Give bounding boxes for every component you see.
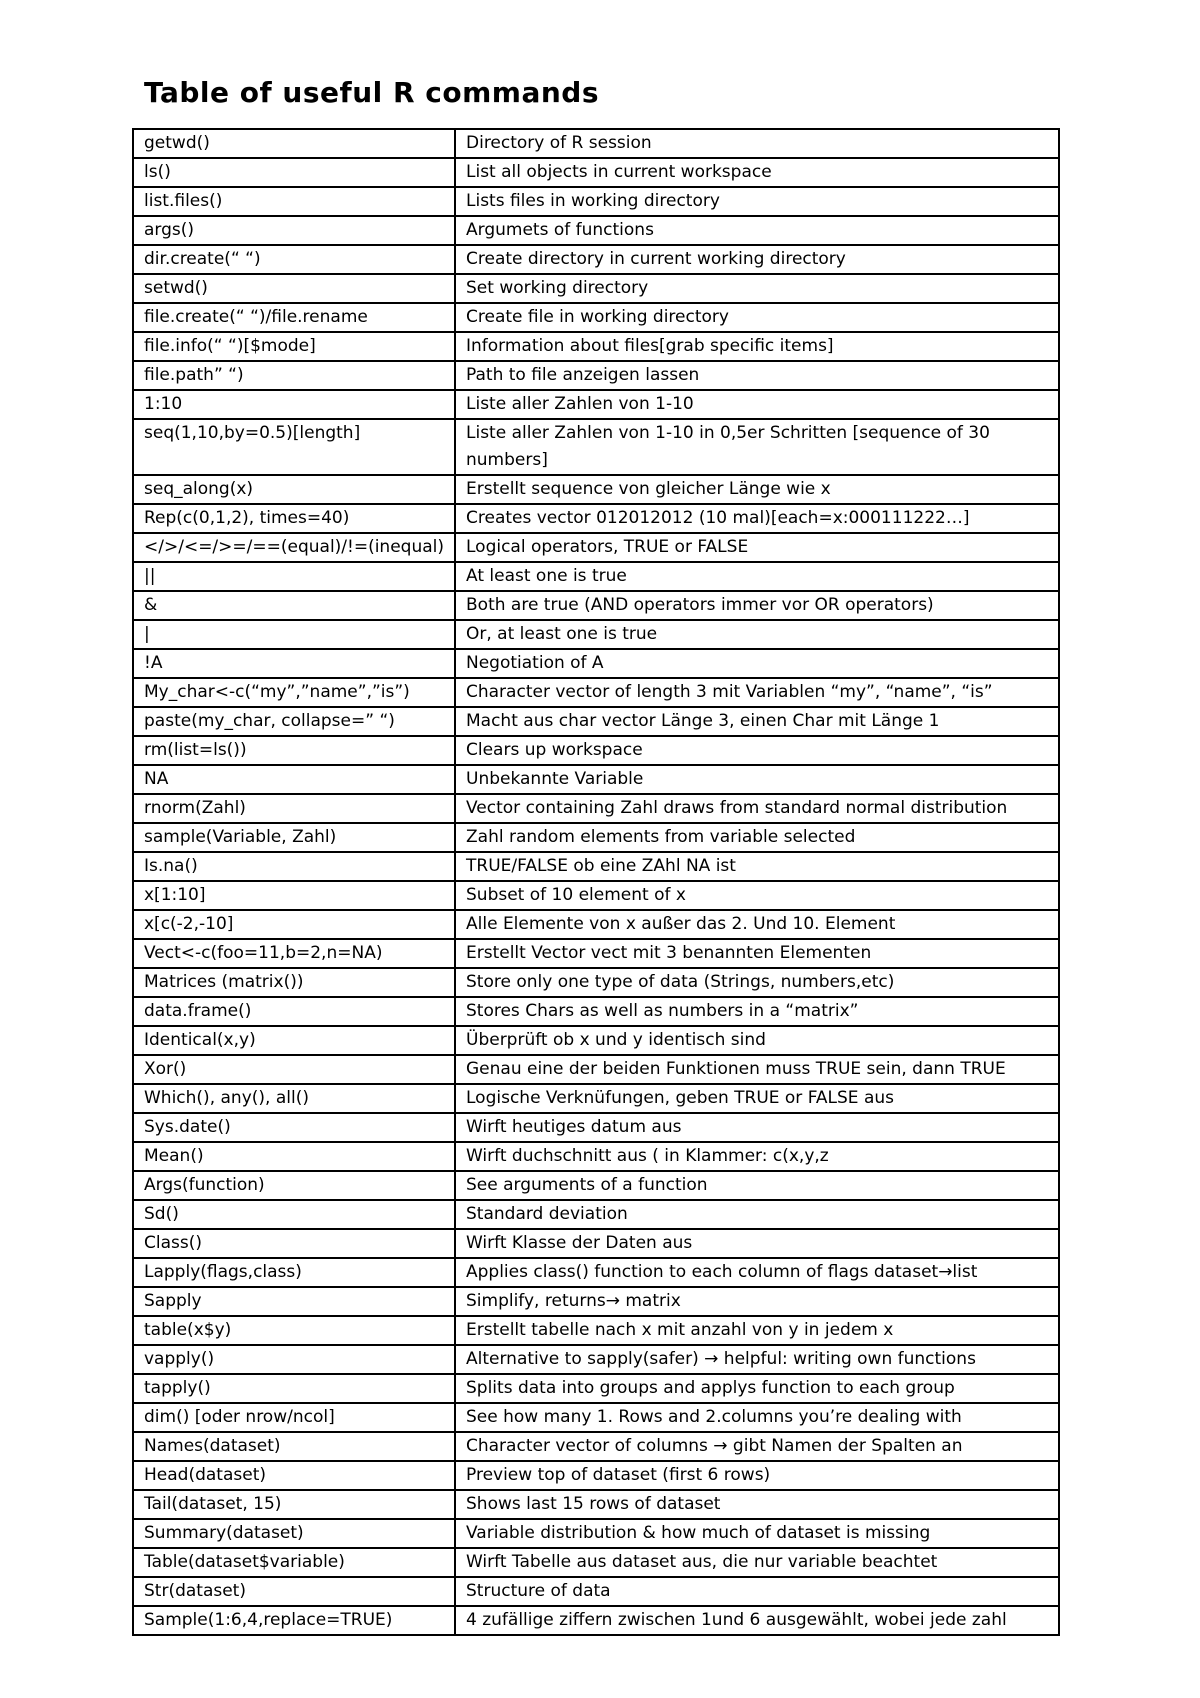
table-row [133,1432,1059,1461]
command-cell: Mean() [133,1142,455,1171]
command-cell: list.files() [133,187,455,216]
command-cell: data.frame() [133,997,455,1026]
description-cell: Wirft heutiges datum aus [455,1113,1059,1142]
command-cell: seq_along(x) [133,475,455,504]
description-cell: Structure of data [455,1577,1059,1606]
command-cell: Sys.date() [133,1113,455,1142]
command-cell: Vect<-c(foo=11,b=2,n=NA) [133,939,455,968]
description-cell: Genau eine der beiden Funktionen muss TRUE sein, dann TRUE [455,1055,1059,1084]
table-row [133,419,1059,475]
table-row [133,1026,1059,1055]
table-row [133,939,1059,968]
description-cell: Applies class() function to each column of flags dataset→list [455,1258,1059,1287]
command-cell: Lapply(flags,class) [133,1258,455,1287]
description-cell: Both are true (AND operators immer vor OR operators) [455,591,1059,620]
table-row [133,852,1059,881]
table-row [133,591,1059,620]
command-cell: Is.na() [133,852,455,881]
description-cell: Information about files[grab specific items] [455,332,1059,361]
commands-table-body [133,129,1059,1635]
description-cell: Wirft Tabelle aus dataset aus, die nur variable beachtet [455,1548,1059,1577]
page-title: Table of useful R commands [144,76,600,109]
description-cell: Preview top of dataset (first 6 rows) [455,1461,1059,1490]
table-row [133,1606,1059,1635]
table-row [133,1345,1059,1374]
command-cell: x[1:10] [133,881,455,910]
description-cell: Character vector of length 3 mit Variablen “my”, “name”, “is” [455,678,1059,707]
table-row [133,158,1059,187]
table-row [133,1316,1059,1345]
table-row [133,1374,1059,1403]
command-cell: seq(1,10,by=0.5)[length] [133,419,455,475]
description-cell: Splits data into groups and applys function to each group [455,1374,1059,1403]
command-cell: My_char<-c(“my”,”name”,”is”) [133,678,455,707]
command-cell: tapply() [133,1374,455,1403]
description-cell: Store only one type of data (Strings, numbers,etc) [455,968,1059,997]
table-row [133,129,1059,158]
table-row [133,1548,1059,1577]
description-cell: Variable distribution & how much of dataset is missing [455,1519,1059,1548]
table-row [133,187,1059,216]
command-cell: table(x$y) [133,1316,455,1345]
description-cell: Logische Verknüfungen, geben TRUE or FALSE aus [455,1084,1059,1113]
command-cell: vapply() [133,1345,455,1374]
description-cell: Stores Chars as well as numbers in a “matrix” [455,997,1059,1026]
command-cell: Args(function) [133,1171,455,1200]
table-row [133,620,1059,649]
table-row [133,794,1059,823]
command-cell: args() [133,216,455,245]
table-row [133,678,1059,707]
command-cell: & [133,591,455,620]
description-cell: Create directory in current working directory [455,245,1059,274]
description-cell: Vector containing Zahl draws from standard normal distribution [455,794,1059,823]
description-cell: Überprüft ob x und y identisch sind [455,1026,1059,1055]
description-cell: Zahl random elements from variable selected [455,823,1059,852]
command-cell: file.info(“ “)[$mode] [133,332,455,361]
description-cell: Liste aller Zahlen von 1-10 [455,390,1059,419]
table-row [133,1200,1059,1229]
table-row [133,823,1059,852]
command-cell: | [133,620,455,649]
table-row [133,533,1059,562]
command-cell: Rep(c(0,1,2), times=40) [133,504,455,533]
table-row [133,707,1059,736]
table-row [133,736,1059,765]
description-cell: Alternative to sapply(safer) → helpful: writing own functions [455,1345,1059,1374]
command-cell: Summary(dataset) [133,1519,455,1548]
command-cell: file.path” “) [133,361,455,390]
command-cell: Xor() [133,1055,455,1084]
table-row [133,390,1059,419]
table-row [133,649,1059,678]
table-row [133,1084,1059,1113]
table-row [133,562,1059,591]
table-row [133,1577,1059,1606]
description-cell: At least one is true [455,562,1059,591]
description-cell: Creates vector 012012012 (10 mal)[each=x:000111222…] [455,504,1059,533]
table-row [133,504,1059,533]
command-cell: || [133,562,455,591]
table-row [133,968,1059,997]
table-row [133,475,1059,504]
command-cell: sample(Variable, Zahl) [133,823,455,852]
description-cell: Erstellt tabelle nach x mit anzahl von y in jedem x [455,1316,1059,1345]
command-cell: Sd() [133,1200,455,1229]
command-cell: Head(dataset) [133,1461,455,1490]
table-row [133,1461,1059,1490]
description-cell: List all objects in current workspace [455,158,1059,187]
command-cell: Which(), any(), all() [133,1084,455,1113]
description-cell: Directory of R session [455,129,1059,158]
command-cell: x[c(-2,-10] [133,910,455,939]
description-cell: Path to file anzeigen lassen [455,361,1059,390]
command-cell: NA [133,765,455,794]
table-row [133,1055,1059,1084]
table-row [133,1490,1059,1519]
table-row [133,245,1059,274]
description-cell: Create file in working directory [455,303,1059,332]
command-cell: getwd() [133,129,455,158]
description-cell: Wirft Klasse der Daten aus [455,1229,1059,1258]
command-cell: paste(my_char, collapse=” “) [133,707,455,736]
command-cell: rm(list=ls()) [133,736,455,765]
command-cell: !A [133,649,455,678]
description-cell: Simplify, returns→ matrix [455,1287,1059,1316]
description-cell: Erstellt Vector vect mit 3 benannten Elementen [455,939,1059,968]
command-cell: Class() [133,1229,455,1258]
table-row [133,997,1059,1026]
command-cell: Names(dataset) [133,1432,455,1461]
description-cell: Erstellt sequence von gleicher Länge wie x [455,475,1059,504]
table-row [133,1171,1059,1200]
description-cell: Macht aus char vector Länge 3, einen Char mit Länge 1 [455,707,1059,736]
command-cell: Table(dataset$variable) [133,1548,455,1577]
table-row [133,1258,1059,1287]
command-cell: Tail(dataset, 15) [133,1490,455,1519]
command-cell: dir.create(“ “) [133,245,455,274]
description-cell: Logical operators, TRUE or FALSE [455,533,1059,562]
table-row [133,765,1059,794]
description-cell: Lists files in working directory [455,187,1059,216]
command-cell: file.create(“ “)/file.rename [133,303,455,332]
command-cell: Str(dataset) [133,1577,455,1606]
command-cell: setwd() [133,274,455,303]
command-cell: Identical(x,y) [133,1026,455,1055]
description-cell: TRUE/FALSE ob eine ZAhl NA ist [455,852,1059,881]
table-row [133,1113,1059,1142]
table-row [133,216,1059,245]
command-cell: </>/<=/>=/==(equal)/!=(inequal) [133,533,455,562]
description-cell: See how many 1. Rows and 2.columns you’re dealing with [455,1403,1059,1432]
description-cell: Negotiation of A [455,649,1059,678]
description-cell: Character vector of columns → gibt Namen der Spalten an [455,1432,1059,1461]
description-cell: Clears up workspace [455,736,1059,765]
table-row [133,274,1059,303]
table-row [133,1403,1059,1432]
command-cell: Matrices (matrix()) [133,968,455,997]
table-row [133,1229,1059,1258]
commands-table [132,128,1060,1636]
description-cell: Alle Elemente von x außer das 2. Und 10. Element [455,910,1059,939]
table-row [133,1142,1059,1171]
table-row [133,303,1059,332]
description-cell: Liste aller Zahlen von 1-10 in 0,5er Schritten [sequence of 30 numbers] [455,419,1059,475]
command-cell: Sapply [133,1287,455,1316]
description-cell: Shows last 15 rows of dataset [455,1490,1059,1519]
table-row [133,1287,1059,1316]
command-cell: dim() [oder nrow/ncol] [133,1403,455,1432]
command-cell: ls() [133,158,455,187]
description-cell: Argumets of functions [455,216,1059,245]
description-cell: Or, at least one is true [455,620,1059,649]
command-cell: rnorm(Zahl) [133,794,455,823]
table-row [133,361,1059,390]
table-row [133,910,1059,939]
table-row [133,1519,1059,1548]
description-cell: 4 zufällige ziffern zwischen 1und 6 ausgewählt, wobei jede zahl [455,1606,1059,1635]
description-cell: Unbekannte Variable [455,765,1059,794]
description-cell: Subset of 10 element of x [455,881,1059,910]
table-row [133,881,1059,910]
description-cell: Set working directory [455,274,1059,303]
command-cell: 1:10 [133,390,455,419]
table-row [133,332,1059,361]
description-cell: Standard deviation [455,1200,1059,1229]
command-cell: Sample(1:6,4,replace=TRUE) [133,1606,455,1635]
description-cell: Wirft duchschnitt aus ( in Klammer: c(x,y,z [455,1142,1059,1171]
description-cell: See arguments of a function [455,1171,1059,1200]
